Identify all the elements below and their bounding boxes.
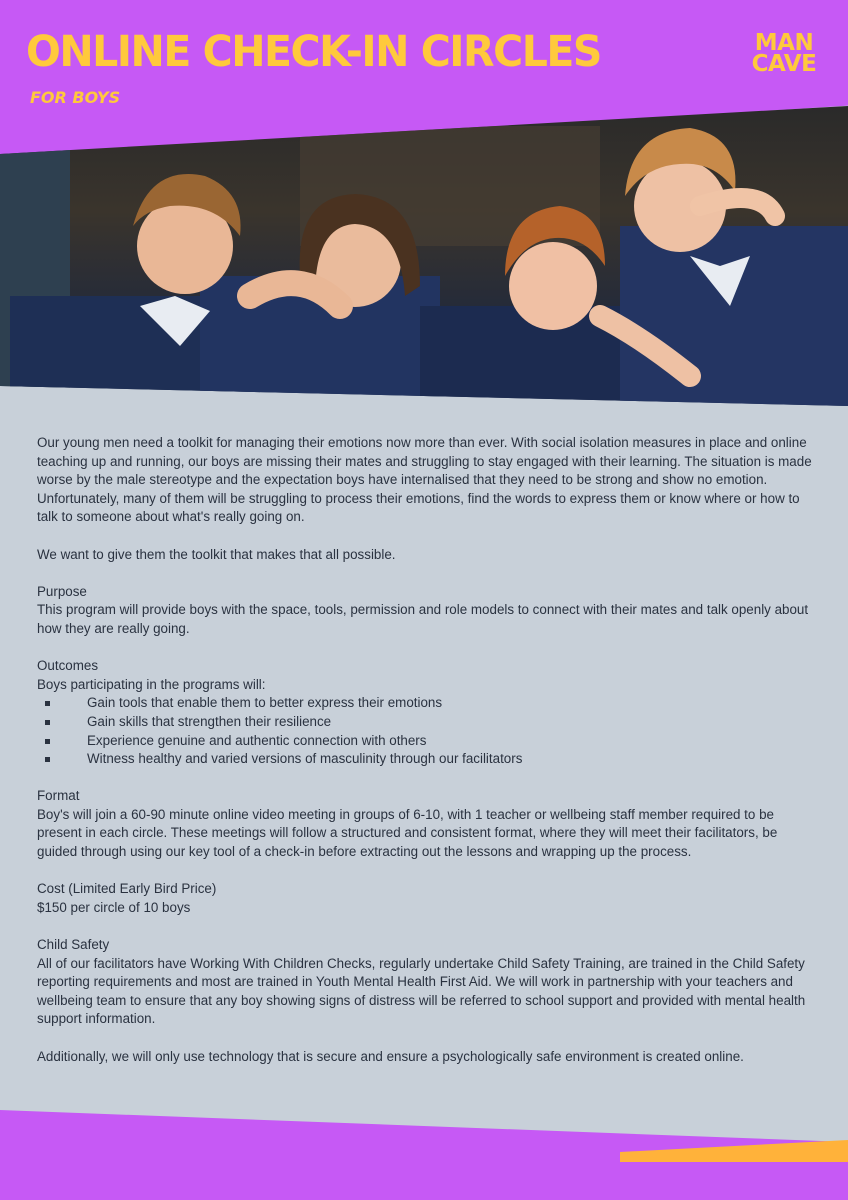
mancave-logo xyxy=(742,30,826,77)
outcomes-heading: Outcomes xyxy=(37,658,99,674)
closing-text: Additionally, we will only use technology that is secure and ensure a psychologically safe environment is created online. xyxy=(37,1048,744,1064)
hero-photo xyxy=(0,106,848,406)
outcomes-list xyxy=(37,694,817,768)
format-text: Boy's will join a 60-90 minute online video meeting in groups of 6-10, with 1 teacher or wellbeing staff member required to be present in each circle. These meetings will follow a structured and consistent format, where they will meet their facilitators, be guided through using our key tool of a check-in before extracting out the lessons and wrapping up the process. xyxy=(37,806,778,860)
outcomes-lead: Boys participating in the programs will: xyxy=(37,676,266,692)
intro-paragraph-2: We want to give them the toolkit that makes that all possible. xyxy=(37,546,396,562)
purpose-heading: Purpose xyxy=(37,583,87,599)
boys-group-illustration xyxy=(0,106,848,406)
page-title: ONLINE CHECK-IN CIRCLES xyxy=(26,26,601,77)
list-item: Gain skills that strengthen their resilience xyxy=(37,713,817,732)
format-heading: Format xyxy=(37,788,80,804)
child-safety-text: All of our facilitators have Working With Children Checks, regularly undertake Child Safety Training, are trained in the Child Safety reporting requirements and most are trained in Youth Mental Health First Aid. We will work in partnership with your teachers and wellbeing team to ensure that any boy showing signs of distress will be referred to school support and provided with mental health support information. xyxy=(37,955,806,1027)
bullet-icon xyxy=(45,701,50,706)
cost-text: $150 per circle of 10 boys xyxy=(37,899,191,915)
list-item: Gain tools that enable them to better express their emotions xyxy=(37,694,817,713)
page-subtitle: FOR BOYS xyxy=(30,88,121,107)
logo-line-2: CAVE xyxy=(751,51,817,77)
logo-line-1: MAN xyxy=(754,30,814,56)
child-safety-heading: Child Safety xyxy=(37,937,110,953)
bullet-icon xyxy=(45,720,50,725)
cost-heading: Cost (Limited Early Bird Price) xyxy=(37,881,217,897)
intro-paragraph-1: Our young men need a toolkit for managing their emotions now more than ever. With social isolation measures in place and online teaching up and running, our boys are missing their mates and struggling to stay engaged with their learning. The situation is made worse by the male stereotype and the expectation boys have internalised that they need to be strong and show no emotion. Unfortunately, many of them will be struggling to process their emotions, find the words to express them or know where or how to talk to someone about what's really going on. xyxy=(37,435,812,525)
list-item: Experience genuine and authentic connection with others xyxy=(37,732,817,751)
bullet-icon xyxy=(45,739,50,744)
purpose-text: This program will provide boys with the space, tools, permission and role models to connect with their mates and talk openly about how they are really going. xyxy=(37,602,809,636)
body-content xyxy=(37,434,817,1085)
bullet-icon xyxy=(45,757,50,762)
list-item: Witness healthy and varied versions of masculinity through our facilitators xyxy=(37,750,817,769)
